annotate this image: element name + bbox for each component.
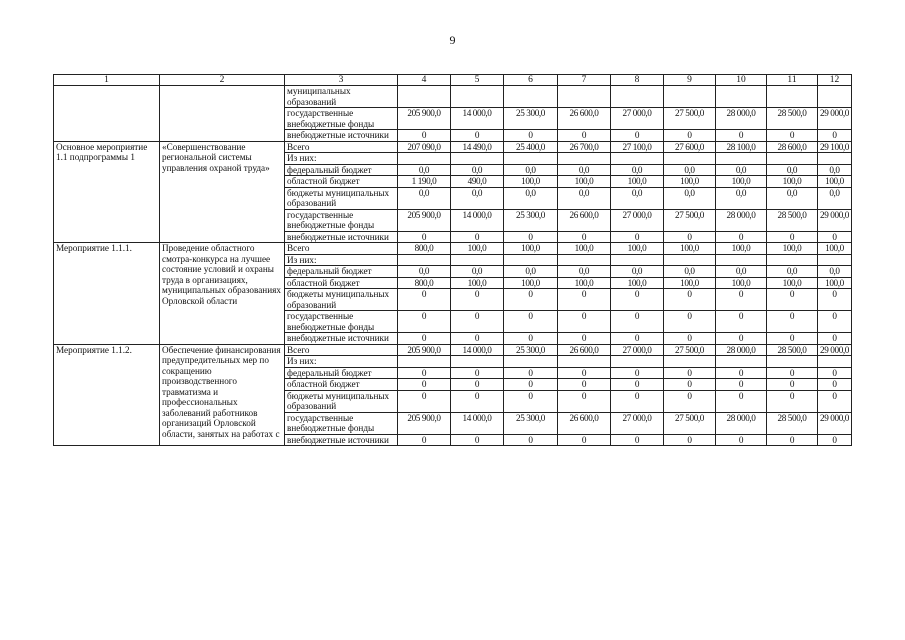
value-cell: 27 500,0 bbox=[664, 209, 716, 231]
funding-source-cell: областной бюджет bbox=[285, 176, 398, 188]
funding-source-cell: бюджеты муниципальных образований bbox=[285, 187, 398, 209]
table-row bbox=[54, 141, 852, 153]
value-cell: 0 bbox=[611, 390, 664, 412]
activity-description-cell: Обеспечение финансирования предупредительных мер по сокращению производственного травматизма и профессиональных заболеваний работников организаций Орловской области, занятых на работах с bbox=[160, 344, 285, 446]
funding-source-cell: государственные внебюджетные фонды bbox=[285, 108, 398, 130]
value-cell bbox=[716, 356, 767, 368]
value-cell: 29 000,0 bbox=[818, 344, 852, 356]
value-cell bbox=[818, 356, 852, 368]
value-cell: 0 bbox=[398, 311, 451, 333]
value-cell bbox=[558, 254, 611, 266]
value-cell: 100,0 bbox=[664, 277, 716, 289]
value-cell bbox=[664, 356, 716, 368]
value-cell: 27 500,0 bbox=[664, 108, 716, 130]
value-cell: 0 bbox=[398, 289, 451, 311]
value-cell bbox=[451, 86, 504, 108]
value-cell: 25 300,0 bbox=[504, 344, 558, 356]
value-cell: 205 900,0 bbox=[398, 108, 451, 130]
value-cell bbox=[504, 86, 558, 108]
value-cell: 100,0 bbox=[716, 277, 767, 289]
value-cell: 27 500,0 bbox=[664, 344, 716, 356]
value-cell: 100,0 bbox=[558, 277, 611, 289]
value-cell: 0,0 bbox=[767, 187, 818, 209]
value-cell: 0 bbox=[504, 379, 558, 391]
value-cell: 27 000,0 bbox=[611, 412, 664, 434]
value-cell: 0 bbox=[716, 231, 767, 243]
value-cell: 100,0 bbox=[611, 176, 664, 188]
value-cell: 0 bbox=[716, 333, 767, 345]
header-row bbox=[54, 75, 852, 86]
value-cell: 0 bbox=[767, 379, 818, 391]
value-cell: 0 bbox=[451, 434, 504, 446]
value-cell: 0 bbox=[664, 379, 716, 391]
value-cell bbox=[558, 86, 611, 108]
table-row bbox=[54, 243, 852, 255]
value-cell: 207 090,0 bbox=[398, 141, 451, 153]
value-cell: 0 bbox=[558, 379, 611, 391]
value-cell: 0 bbox=[767, 231, 818, 243]
value-cell bbox=[398, 153, 451, 165]
value-cell: 14 000,0 bbox=[451, 412, 504, 434]
funding-source-cell: федеральный бюджет bbox=[285, 367, 398, 379]
funding-source-cell: государственные внебюджетные фонды bbox=[285, 412, 398, 434]
value-cell: 26 700,0 bbox=[558, 141, 611, 153]
value-cell: 0 bbox=[558, 434, 611, 446]
value-cell: 0 bbox=[818, 231, 852, 243]
activity-name-cell: Основное мероприятие 1.1 подпрограммы 1 bbox=[54, 141, 160, 243]
activity-description-cell: «Совершенствование региональной системы управления охраной труда» bbox=[160, 141, 285, 243]
value-cell: 100,0 bbox=[767, 176, 818, 188]
value-cell: 0,0 bbox=[558, 266, 611, 278]
value-cell: 0 bbox=[767, 390, 818, 412]
value-cell: 0,0 bbox=[398, 187, 451, 209]
value-cell: 0 bbox=[767, 289, 818, 311]
value-cell: 0 bbox=[451, 311, 504, 333]
value-cell: 28 500,0 bbox=[767, 412, 818, 434]
value-cell: 14 000,0 bbox=[451, 209, 504, 231]
value-cell bbox=[398, 254, 451, 266]
value-cell: 100,0 bbox=[451, 243, 504, 255]
value-cell: 0 bbox=[558, 333, 611, 345]
value-cell: 25 300,0 bbox=[504, 412, 558, 434]
value-cell bbox=[611, 153, 664, 165]
column-header-4: 4 bbox=[398, 75, 451, 86]
value-cell: 14 000,0 bbox=[451, 108, 504, 130]
value-cell: 100,0 bbox=[716, 176, 767, 188]
value-cell: 0,0 bbox=[504, 164, 558, 176]
value-cell: 0 bbox=[818, 311, 852, 333]
value-cell: 0 bbox=[504, 231, 558, 243]
value-cell bbox=[451, 254, 504, 266]
value-cell: 0,0 bbox=[664, 164, 716, 176]
value-cell bbox=[398, 86, 451, 108]
value-cell: 100,0 bbox=[558, 176, 611, 188]
funding-table bbox=[53, 74, 852, 446]
value-cell: 0,0 bbox=[716, 266, 767, 278]
value-cell: 0,0 bbox=[398, 266, 451, 278]
value-cell: 0 bbox=[611, 130, 664, 142]
value-cell: 0 bbox=[451, 379, 504, 391]
value-cell: 0,0 bbox=[767, 164, 818, 176]
value-cell: 28 000,0 bbox=[716, 108, 767, 130]
value-cell: 0,0 bbox=[398, 164, 451, 176]
value-cell: 28 100,0 bbox=[716, 141, 767, 153]
value-cell: 0 bbox=[664, 231, 716, 243]
value-cell: 0 bbox=[504, 311, 558, 333]
funding-source-cell: государственные внебюджетные фонды bbox=[285, 209, 398, 231]
value-cell: 0,0 bbox=[611, 187, 664, 209]
value-cell: 27 000,0 bbox=[611, 344, 664, 356]
value-cell: 0,0 bbox=[611, 266, 664, 278]
value-cell bbox=[664, 86, 716, 108]
value-cell: 0 bbox=[504, 130, 558, 142]
value-cell: 26 600,0 bbox=[558, 344, 611, 356]
value-cell: 0 bbox=[818, 333, 852, 345]
value-cell bbox=[558, 356, 611, 368]
value-cell: 28 500,0 bbox=[767, 344, 818, 356]
value-cell: 0 bbox=[558, 289, 611, 311]
value-cell: 0 bbox=[558, 231, 611, 243]
value-cell: 0,0 bbox=[451, 187, 504, 209]
value-cell: 0 bbox=[664, 311, 716, 333]
value-cell: 0 bbox=[716, 289, 767, 311]
value-cell: 0 bbox=[664, 333, 716, 345]
value-cell: 800,0 bbox=[398, 243, 451, 255]
value-cell: 0 bbox=[504, 333, 558, 345]
value-cell: 100,0 bbox=[818, 277, 852, 289]
value-cell bbox=[451, 153, 504, 165]
value-cell: 0 bbox=[504, 434, 558, 446]
funding-source-cell: Из них: bbox=[285, 356, 398, 368]
funding-source-cell: федеральный бюджет bbox=[285, 266, 398, 278]
value-cell: 100,0 bbox=[716, 243, 767, 255]
value-cell bbox=[818, 254, 852, 266]
value-cell: 0 bbox=[767, 367, 818, 379]
value-cell: 28 000,0 bbox=[716, 412, 767, 434]
value-cell: 0 bbox=[611, 367, 664, 379]
value-cell bbox=[504, 153, 558, 165]
value-cell: 0,0 bbox=[767, 266, 818, 278]
value-cell bbox=[767, 254, 818, 266]
column-header-5: 5 bbox=[451, 75, 504, 86]
value-cell: 0 bbox=[716, 379, 767, 391]
value-cell: 0,0 bbox=[558, 164, 611, 176]
value-cell: 0 bbox=[611, 333, 664, 345]
value-cell: 27 600,0 bbox=[664, 141, 716, 153]
value-cell bbox=[716, 86, 767, 108]
value-cell bbox=[767, 356, 818, 368]
value-cell: 25 300,0 bbox=[504, 209, 558, 231]
value-cell: 100,0 bbox=[767, 243, 818, 255]
activity-name-cell: Мероприятие 1.1.2. bbox=[54, 344, 160, 446]
value-cell: 25 300,0 bbox=[504, 108, 558, 130]
value-cell: 0 bbox=[767, 130, 818, 142]
value-cell: 100,0 bbox=[558, 243, 611, 255]
value-cell: 28 500,0 bbox=[767, 108, 818, 130]
funding-source-cell: бюджеты муниципальных образований bbox=[285, 390, 398, 412]
value-cell bbox=[611, 254, 664, 266]
value-cell: 27 000,0 bbox=[611, 209, 664, 231]
value-cell: 205 900,0 bbox=[398, 209, 451, 231]
value-cell: 490,0 bbox=[451, 176, 504, 188]
column-header-6: 6 bbox=[504, 75, 558, 86]
value-cell: 26 600,0 bbox=[558, 108, 611, 130]
funding-source-cell: Из них: bbox=[285, 153, 398, 165]
value-cell: 28 000,0 bbox=[716, 344, 767, 356]
value-cell: 205 900,0 bbox=[398, 412, 451, 434]
funding-source-cell: Всего bbox=[285, 141, 398, 153]
value-cell bbox=[611, 356, 664, 368]
value-cell: 28 600,0 bbox=[767, 141, 818, 153]
value-cell: 0 bbox=[504, 390, 558, 412]
funding-source-cell: внебюджетные источники bbox=[285, 333, 398, 345]
value-cell bbox=[716, 153, 767, 165]
value-cell: 0 bbox=[818, 379, 852, 391]
funding-source-cell: государственные внебюджетные фонды bbox=[285, 311, 398, 333]
value-cell: 0,0 bbox=[451, 164, 504, 176]
value-cell: 0 bbox=[818, 434, 852, 446]
column-header-3: 3 bbox=[285, 75, 398, 86]
value-cell: 0,0 bbox=[818, 266, 852, 278]
column-header-10: 10 bbox=[716, 75, 767, 86]
value-cell: 100,0 bbox=[767, 277, 818, 289]
value-cell: 100,0 bbox=[818, 243, 852, 255]
value-cell: 25 400,0 bbox=[504, 141, 558, 153]
value-cell: 0,0 bbox=[664, 266, 716, 278]
value-cell: 0 bbox=[664, 434, 716, 446]
value-cell: 100,0 bbox=[818, 176, 852, 188]
value-cell: 29 000,0 bbox=[818, 209, 852, 231]
value-cell: 100,0 bbox=[664, 176, 716, 188]
value-cell bbox=[611, 86, 664, 108]
value-cell: 14 000,0 bbox=[451, 344, 504, 356]
value-cell: 0 bbox=[664, 130, 716, 142]
value-cell: 0,0 bbox=[558, 187, 611, 209]
funding-source-cell: бюджеты муниципальных образований bbox=[285, 289, 398, 311]
value-cell bbox=[818, 86, 852, 108]
value-cell: 0 bbox=[558, 130, 611, 142]
funding-source-cell: муниципальных образований bbox=[285, 86, 398, 108]
funding-source-cell: внебюджетные источники bbox=[285, 434, 398, 446]
value-cell: 0 bbox=[716, 434, 767, 446]
value-cell: 0,0 bbox=[504, 187, 558, 209]
value-cell: 0 bbox=[611, 231, 664, 243]
value-cell: 100,0 bbox=[611, 243, 664, 255]
column-header-11: 11 bbox=[767, 75, 818, 86]
value-cell: 0 bbox=[611, 289, 664, 311]
value-cell bbox=[767, 86, 818, 108]
value-cell: 28 000,0 bbox=[716, 209, 767, 231]
value-cell: 0 bbox=[818, 390, 852, 412]
value-cell: 0 bbox=[398, 379, 451, 391]
value-cell: 100,0 bbox=[504, 243, 558, 255]
activity-name-cell bbox=[54, 86, 160, 142]
activity-description-cell: Проведение областного смотра-конкурса на лучшее состояние условий и охраны труда в организациях, муниципальных образованиях Орловской области bbox=[160, 243, 285, 345]
value-cell bbox=[398, 356, 451, 368]
value-cell: 0,0 bbox=[451, 266, 504, 278]
value-cell bbox=[504, 254, 558, 266]
value-cell: 0 bbox=[664, 390, 716, 412]
value-cell: 0 bbox=[451, 289, 504, 311]
value-cell: 205 900,0 bbox=[398, 344, 451, 356]
column-header-12: 12 bbox=[818, 75, 852, 86]
value-cell: 27 500,0 bbox=[664, 412, 716, 434]
value-cell bbox=[818, 153, 852, 165]
value-cell: 29 000,0 bbox=[818, 108, 852, 130]
column-header-9: 9 bbox=[664, 75, 716, 86]
value-cell: 100,0 bbox=[611, 277, 664, 289]
column-header-7: 7 bbox=[558, 75, 611, 86]
value-cell: 100,0 bbox=[504, 176, 558, 188]
value-cell: 0,0 bbox=[818, 187, 852, 209]
value-cell: 100,0 bbox=[504, 277, 558, 289]
value-cell bbox=[451, 356, 504, 368]
value-cell: 29 100,0 bbox=[818, 141, 852, 153]
value-cell: 0,0 bbox=[664, 187, 716, 209]
value-cell: 0 bbox=[716, 390, 767, 412]
activity-name-cell: Мероприятие 1.1.1. bbox=[54, 243, 160, 345]
column-header-2: 2 bbox=[160, 75, 285, 86]
value-cell: 0 bbox=[611, 379, 664, 391]
value-cell: 0 bbox=[558, 367, 611, 379]
value-cell: 27 000,0 bbox=[611, 108, 664, 130]
funding-source-cell: внебюджетные источники bbox=[285, 231, 398, 243]
column-header-1: 1 bbox=[54, 75, 160, 86]
value-cell: 0 bbox=[611, 434, 664, 446]
value-cell: 0 bbox=[767, 434, 818, 446]
value-cell: 0,0 bbox=[716, 164, 767, 176]
value-cell bbox=[504, 356, 558, 368]
value-cell: 0 bbox=[398, 231, 451, 243]
value-cell: 0 bbox=[398, 434, 451, 446]
value-cell: 0 bbox=[767, 333, 818, 345]
value-cell: 1 190,0 bbox=[398, 176, 451, 188]
value-cell: 0 bbox=[767, 311, 818, 333]
column-header-8: 8 bbox=[611, 75, 664, 86]
funding-source-cell: внебюджетные источники bbox=[285, 130, 398, 142]
value-cell: 27 100,0 bbox=[611, 141, 664, 153]
value-cell: 0 bbox=[558, 390, 611, 412]
value-cell: 0 bbox=[398, 333, 451, 345]
value-cell: 28 500,0 bbox=[767, 209, 818, 231]
table-row bbox=[54, 86, 852, 108]
value-cell bbox=[716, 254, 767, 266]
value-cell bbox=[558, 153, 611, 165]
value-cell: 0 bbox=[504, 367, 558, 379]
value-cell bbox=[767, 153, 818, 165]
funding-source-cell: областной бюджет bbox=[285, 379, 398, 391]
value-cell: 0,0 bbox=[611, 164, 664, 176]
value-cell: 0 bbox=[451, 333, 504, 345]
value-cell: 0 bbox=[664, 289, 716, 311]
value-cell: 0 bbox=[611, 311, 664, 333]
table-row bbox=[54, 344, 852, 356]
funding-source-cell: Всего bbox=[285, 243, 398, 255]
value-cell: 0 bbox=[664, 367, 716, 379]
value-cell: 0 bbox=[451, 231, 504, 243]
value-cell: 0,0 bbox=[818, 164, 852, 176]
value-cell: 0,0 bbox=[716, 187, 767, 209]
value-cell: 0 bbox=[451, 367, 504, 379]
value-cell: 0 bbox=[558, 311, 611, 333]
value-cell: 0 bbox=[451, 130, 504, 142]
value-cell: 0 bbox=[398, 130, 451, 142]
table-body bbox=[54, 86, 852, 446]
value-cell: 0 bbox=[398, 390, 451, 412]
value-cell: 0 bbox=[451, 390, 504, 412]
value-cell: 0 bbox=[716, 130, 767, 142]
value-cell: 26 600,0 bbox=[558, 412, 611, 434]
value-cell: 29 000,0 bbox=[818, 412, 852, 434]
value-cell: 0 bbox=[716, 367, 767, 379]
funding-source-cell: Из них: bbox=[285, 254, 398, 266]
value-cell: 26 600,0 bbox=[558, 209, 611, 231]
value-cell: 0 bbox=[818, 367, 852, 379]
value-cell bbox=[664, 254, 716, 266]
value-cell bbox=[664, 153, 716, 165]
page-number: 9 bbox=[449, 33, 456, 47]
value-cell: 0 bbox=[398, 367, 451, 379]
value-cell: 100,0 bbox=[451, 277, 504, 289]
value-cell: 0,0 bbox=[504, 266, 558, 278]
funding-source-cell: областной бюджет bbox=[285, 277, 398, 289]
value-cell: 0 bbox=[504, 289, 558, 311]
activity-description-cell bbox=[160, 86, 285, 142]
table-header bbox=[54, 75, 852, 86]
funding-source-cell: федеральный бюджет bbox=[285, 164, 398, 176]
value-cell: 14 490,0 bbox=[451, 141, 504, 153]
value-cell: 0 bbox=[818, 130, 852, 142]
value-cell: 100,0 bbox=[664, 243, 716, 255]
value-cell: 0 bbox=[818, 289, 852, 311]
value-cell: 0 bbox=[716, 311, 767, 333]
funding-source-cell: Всего bbox=[285, 344, 398, 356]
value-cell: 800,0 bbox=[398, 277, 451, 289]
